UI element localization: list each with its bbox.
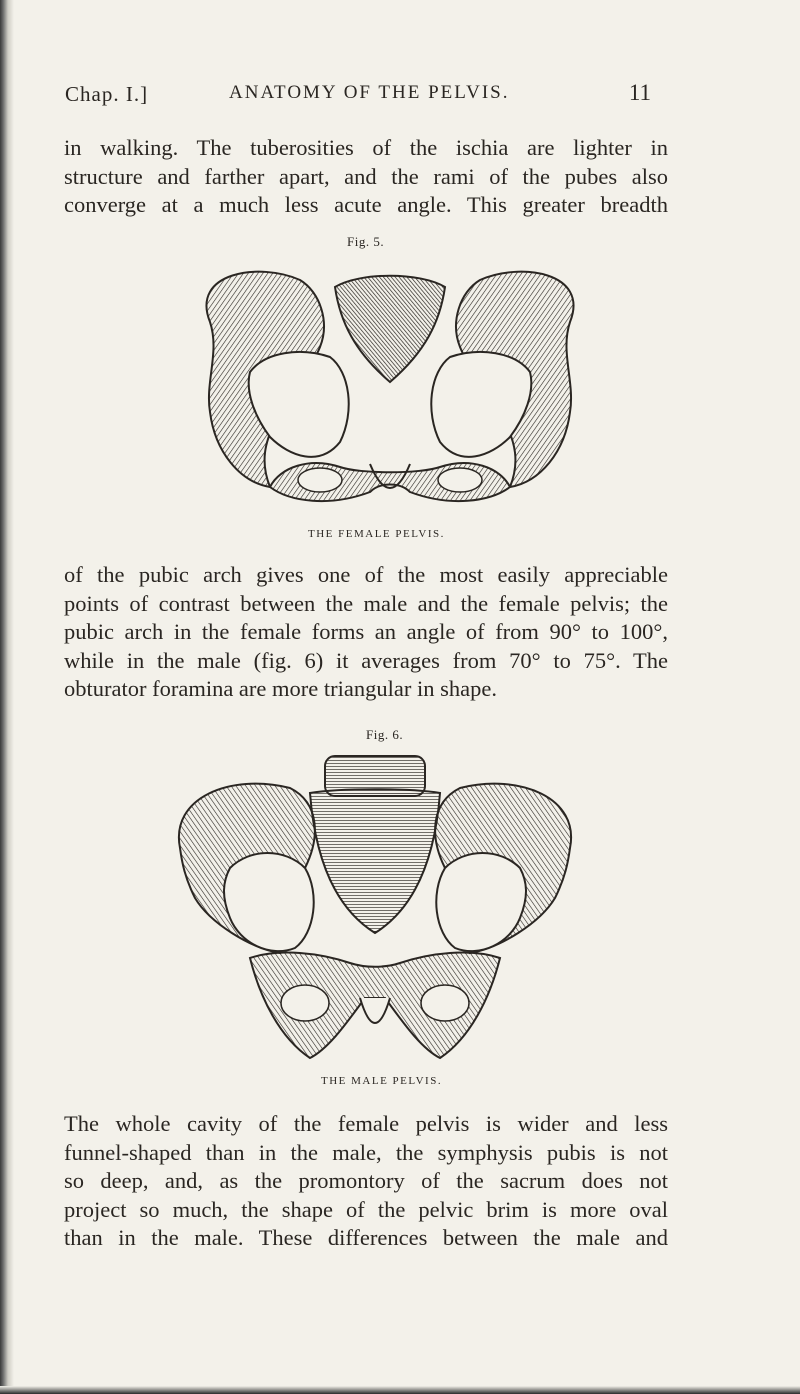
page-number: 11 — [628, 80, 651, 105]
text-line: of the pubic arch gives one of the most easily appreciable — [64, 562, 668, 587]
paragraph-2 — [64, 561, 668, 704]
text-line: funnel-shaped than in the male, the symphysis pubis is not — [64, 1139, 668, 1165]
text-line: converge at a much less acute angle. This greater breadth — [64, 192, 668, 217]
text-line: in walking. The tuberosities of the ischia are lighter in — [64, 135, 668, 160]
text-line: obturator foramina are more triangular in shape. — [64, 676, 497, 701]
running-header — [65, 82, 665, 112]
text-line: project so much, the shape of the pelvic brim is more oval — [64, 1196, 668, 1222]
text-line: than in the male. These differences between the male and — [64, 1225, 668, 1250]
running-title: ANATOMY OF THE PELVIS. — [229, 82, 510, 103]
figure-5-caption: THE FEMALE PELVIS. — [308, 528, 445, 540]
text-line: pubic arch in the female forms an angle of from 90° to 100°, — [64, 619, 668, 644]
figure-6-caption: THE MALE PELVIS. — [321, 1075, 443, 1087]
figure-5-label: Fig. 5. — [347, 234, 385, 249]
female-pelvis-illustration — [170, 252, 610, 524]
text-line: so deep, and, as the promontory of the sacrum does not — [64, 1168, 668, 1193]
paragraph-3 — [64, 1110, 668, 1253]
page-binding-edge — [0, 0, 14, 1394]
text-line: The whole cavity of the female pelvis is wider and less — [64, 1111, 668, 1136]
page-bottom-edge — [0, 1386, 800, 1394]
text-line: points of contrast between the male and the female pelvis; the — [64, 590, 668, 616]
paragraph-1 — [64, 134, 668, 220]
text-line: structure and farther apart, and the rami of the pubes also — [64, 163, 668, 189]
text-line: while in the male (fig. 6) it averages from 70° to 75°. The — [64, 647, 668, 673]
figure-6-label: Fig. 6. — [366, 727, 404, 742]
chapter-reference: Chap. I.] — [65, 82, 149, 106]
male-pelvis-illustration — [170, 748, 580, 1066]
